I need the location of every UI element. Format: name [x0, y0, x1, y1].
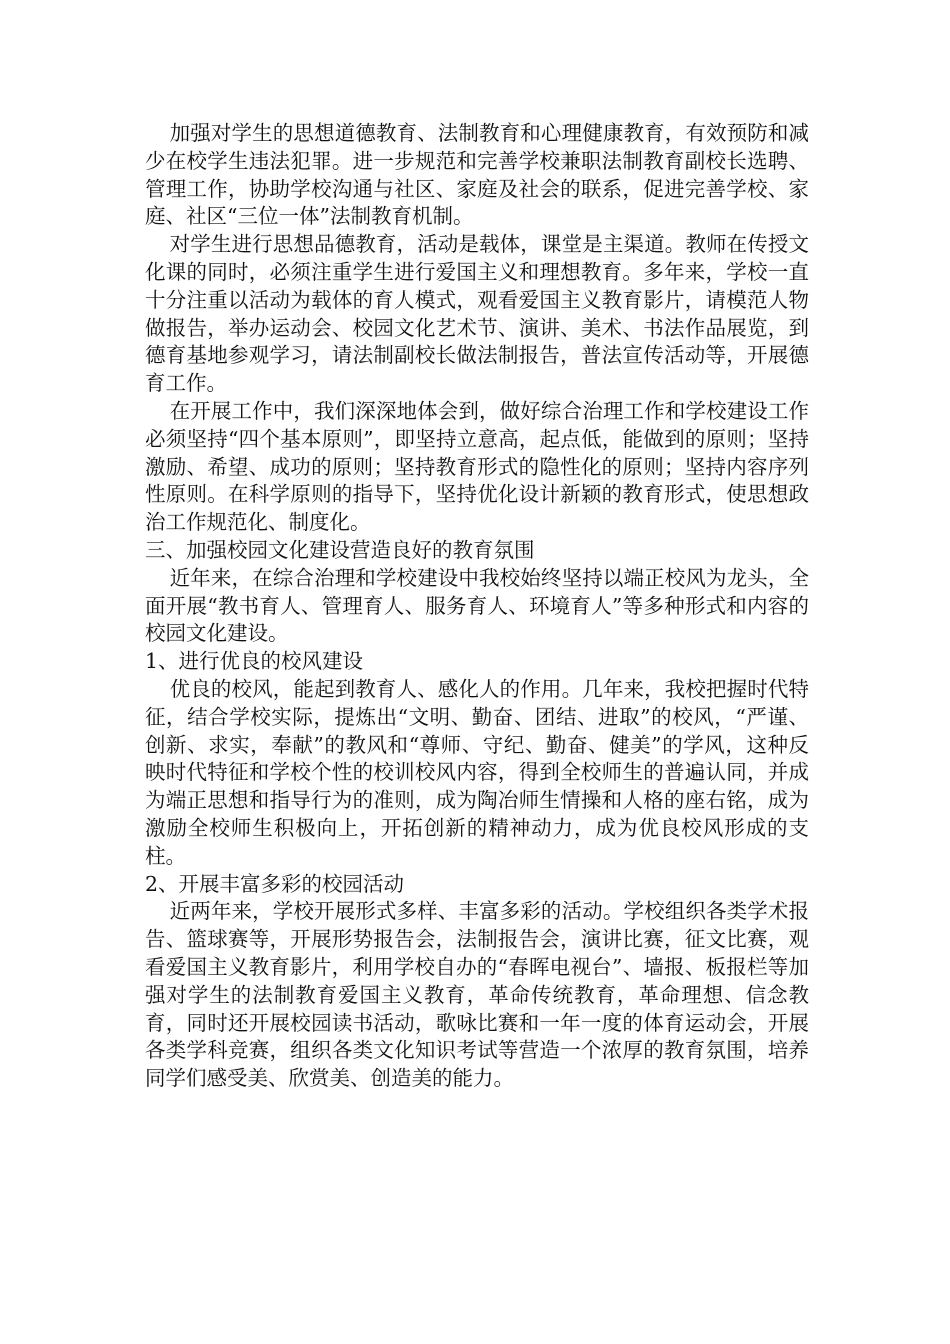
section-heading: 三、加强校园文化建设营造良好的教育氛围: [145, 537, 535, 562]
body-paragraph: 加强对学生的思想道德教育、法制教育和心理健康教育，有效预防和减少在校学生违法犯罪。进一步规范和完善学校兼职法制教育副校长选聘、管理工作，协助学校沟通与社区、家庭及社会的联系，促进完善学校、家庭、社区“三位一体”法制教育机制。: [145, 121, 809, 229]
body-paragraph: 近两年来，学校开展形式多样、丰富多彩的活动。学校组织各类学术报告、篮球赛等，开展形势报告会，法制报告会，演讲比赛，征文比赛，观看爱国主义教育影片，利用学校自办的“春晖电视台”、墙报、板报栏等加强对学生的法制教育爱国主义教育，革命传统教育，革命理想、信念教育，同时还开展校园读书活动，歌咏比赛和一年一度的体育运动会，开展各类学科竞赛，组织各类文化知识考试等营造一个浓厚的教育氛围，培养同学们感受美、欣赏美、创造美的能力。: [145, 899, 809, 1091]
body-paragraph: 近年来，在综合治理和学校建设中我校始终坚持以端正校风为龙头，全面开展“教书育人、管理育人、服务育人、环境育人”等多种形式和内容的校园文化建设。: [145, 565, 809, 646]
subsection-heading: 2、开展丰富多彩的校园活动: [145, 871, 405, 896]
body-paragraph: 对学生进行思想品德教育，活动是载体，课堂是主渠道。教师在传授文化课的同时，必须注重学生进行爱国主义和理想教育。多年来，学校一直十分注重以活动为载体的育人模式，观看爱国主义教育影片，请模范人物做报告，举办运动会、校园文化艺术节、演讲、美术、书法作品展览，到德育基地参观学习，请法制副校长做法制报告，普法宣传活动等，开展德育工作。: [145, 232, 809, 396]
document-body: [145, 120, 809, 1093]
subsection-heading: 1、进行优良的校风建设: [145, 649, 364, 674]
body-paragraph: 优良的校风，能起到教育人、感化人的作用。几年来，我校把握时代特征，结合学校实际，提炼出“文明、勤奋、团结、进取”的校风，“严谨、创新、求实，奉献”的教风和“尊师、守纪、勤奋、健美”的学风，这种反映时代特征和学校个性的校训校风内容，得到全校师生的普遍认同，并成为端正思想和指导行为的准则，成为陶冶师生情操和人格的座右铭，成为激励全校师生积极向上，开拓创新的精神动力，成为优良校风形成的支柱。: [145, 676, 809, 868]
body-paragraph: 在开展工作中，我们深深地体会到，做好综合治理工作和学校建设工作必须坚持“四个基本原则”，即坚持立意高，起点低，能做到的原则；坚持激励、希望、成功的原则；坚持教育形式的隐性化的原则；坚持内容序列性原则。在科学原则的指导下，坚持优化设计新颖的教育形式，使思想政治工作规范化、制度化。: [145, 398, 809, 535]
